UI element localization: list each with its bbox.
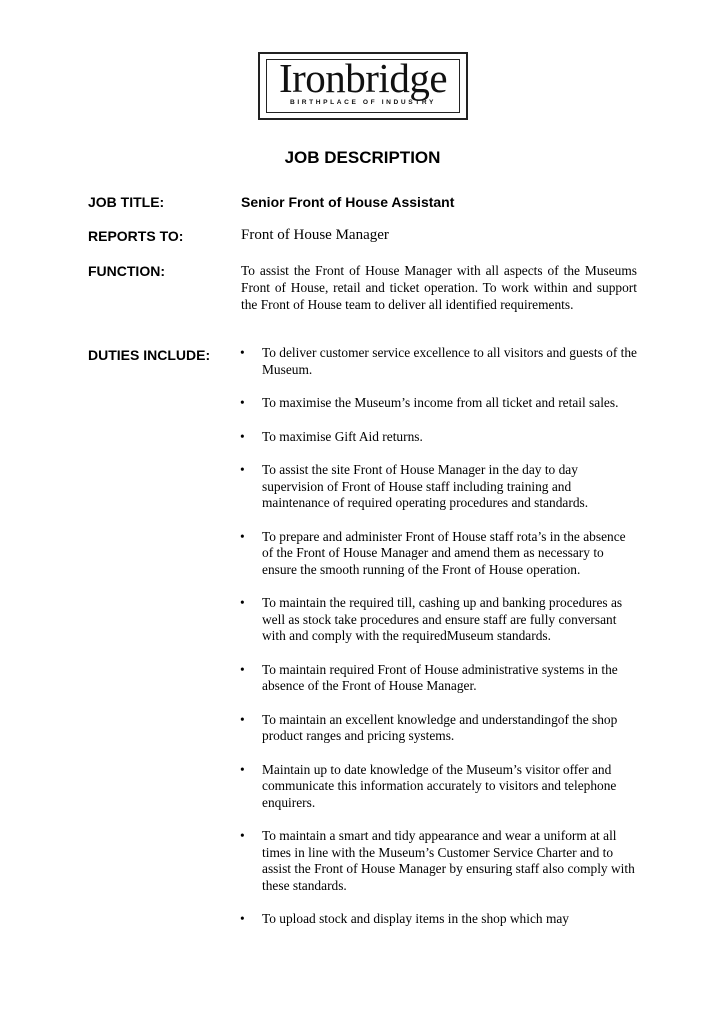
duty-text: Maintain up to date knowledge of the Museum’s visitor offer and communicate this information accurately to visitors and telephone enquirers. — [262, 761, 617, 810]
bullet-icon: • — [240, 462, 245, 477]
duty-item — [240, 345, 640, 378]
bullet-icon: • — [240, 428, 245, 444]
bullet-icon: • — [240, 761, 245, 777]
duty-item — [240, 712, 640, 745]
bullet-icon: • — [240, 528, 245, 544]
duty-item — [240, 662, 640, 695]
bullet-icon: • — [240, 828, 245, 843]
duty-item — [240, 462, 640, 512]
reports-to-label: REPORTS TO: — [88, 228, 184, 244]
duty-text: To upload stock and display items in the shop which may — [262, 911, 570, 926]
duty-item — [240, 595, 640, 645]
duty-text: To maintain the required till, cashing up and banking procedures as well as stock take procedures and ensure staff are fully conversant with and comply with the requiredMuseum standards. — [262, 595, 623, 643]
duty-item — [240, 828, 640, 894]
duty-text: To maximise Gift Aid returns. — [262, 428, 423, 444]
function-text: To assist the Front of House Manager with all aspects of the Museums Front of House, retail and ticket operation. To work within and support the Front of House team to deliver all identified requirements. — [241, 263, 637, 312]
bullet-icon: • — [240, 661, 245, 677]
bullet-icon: • — [240, 711, 245, 727]
duty-item — [240, 429, 640, 446]
reports-to-value: Front of House Manager — [241, 227, 389, 243]
duty-text: To maintain a smart and tidy appearance and wear a uniform at all times in line with the Museum’s Customer Service Charter and to assist the Front of House Manager by ensuring staff also comply with these standards. — [262, 828, 635, 893]
duty-text: To maintain an excellent knowledge and understandingof the shop product ranges and pricing systems. — [262, 711, 618, 743]
duty-item — [240, 762, 640, 812]
function-label: FUNCTION: — [88, 263, 165, 279]
job-title-label: JOB TITLE: — [88, 194, 165, 210]
bullet-icon: • — [240, 595, 245, 610]
duty-text: To maintain required Front of House administrative systems in the absence of the Front of House Manager. — [262, 661, 618, 693]
ironbridge-logo — [258, 52, 468, 120]
bullet-icon: • — [240, 345, 245, 360]
duty-item — [240, 395, 640, 412]
duty-text: To deliver customer service excellence to all visitors and guests of the Museum. — [262, 345, 637, 377]
duty-text: To prepare and administer Front of House staff rota’s in the absence of the Front of House Manager and amend them as necessary to ensure the smooth running of the Front of House operation. — [262, 528, 626, 577]
logo-wordmark: Ironbridge — [278, 55, 448, 101]
duty-text: To maximise the Museum’s income from all ticket and retail sales. — [262, 395, 619, 410]
duty-item — [240, 529, 640, 579]
logo-tagline: BIRTHPLACE OF INDUSTRY — [290, 99, 436, 106]
bullet-icon: • — [240, 911, 245, 926]
duty-item — [240, 911, 640, 928]
duties-label: DUTIES INCLUDE: — [88, 347, 211, 363]
bullet-icon: • — [240, 395, 245, 410]
job-title-value: Senior Front of House Assistant — [241, 194, 455, 210]
page-title: JOB DESCRIPTION — [284, 148, 441, 167]
duties-list — [240, 345, 640, 945]
duty-text: To assist the site Front of House Manager in the day to day supervision of Front of House staff including training and maintenance of required operating procedures and standards. — [262, 462, 589, 510]
